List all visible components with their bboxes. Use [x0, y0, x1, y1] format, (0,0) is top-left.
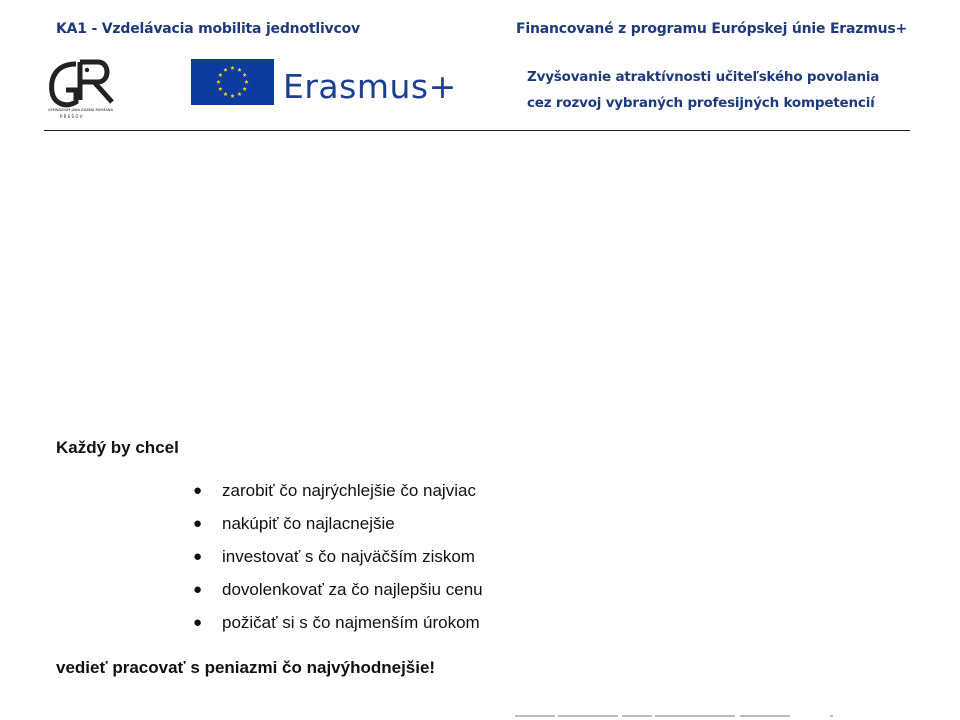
conclusion-text: vedieť pracovať s peniazmi čo najvýhodnejšie! — [56, 658, 436, 677]
lead-text: Každý by chcel — [56, 438, 179, 457]
school-logo-city: P R E Š O V — [60, 114, 83, 119]
header-divider — [44, 130, 910, 131]
eu-flag-icon — [191, 59, 274, 105]
list-item-text: dovolenkovať za čo najlepšiu cenu — [222, 580, 483, 599]
project-title-line1: Zvyšovanie atraktívnosti učiteľského povolania — [527, 69, 880, 85]
school-logo-caption: GYMNÁZIUM JÁNA ADAMA RAYMANA — [48, 108, 113, 112]
wish-list — [193, 480, 483, 645]
list-item — [193, 579, 483, 612]
school-logo — [46, 58, 136, 120]
list-item — [193, 612, 483, 645]
program-heading: KA1 - Vzdelávacia mobilita jednotlivcov — [56, 21, 360, 37]
list-item — [193, 513, 483, 546]
bullet-icon: ● — [193, 548, 203, 565]
list-item — [193, 546, 483, 579]
list-item-text: nakúpiť čo najlacnejšie — [222, 514, 395, 533]
list-item — [193, 480, 483, 513]
funding-heading: Financované z programu Európskej únie Erazmus+ — [516, 21, 908, 37]
project-title-line2: cez rozvoj vybraných profesijných kompetencií — [527, 95, 875, 111]
erasmus-wordmark: Erasmus+ — [283, 67, 457, 106]
bullet-icon: ● — [193, 614, 203, 631]
list-item-text: zarobiť čo najrýchlejšie čo najviac — [222, 481, 476, 500]
bullet-icon: ● — [193, 581, 203, 598]
bullet-icon: ● — [193, 515, 203, 532]
scan-artifact — [515, 710, 833, 720]
project-title — [527, 64, 879, 116]
list-item-text: požičať si s čo najmenším úrokom — [222, 613, 480, 632]
bullet-icon: ● — [193, 482, 203, 499]
list-item-text: investovať s čo najväčším ziskom — [222, 547, 475, 566]
